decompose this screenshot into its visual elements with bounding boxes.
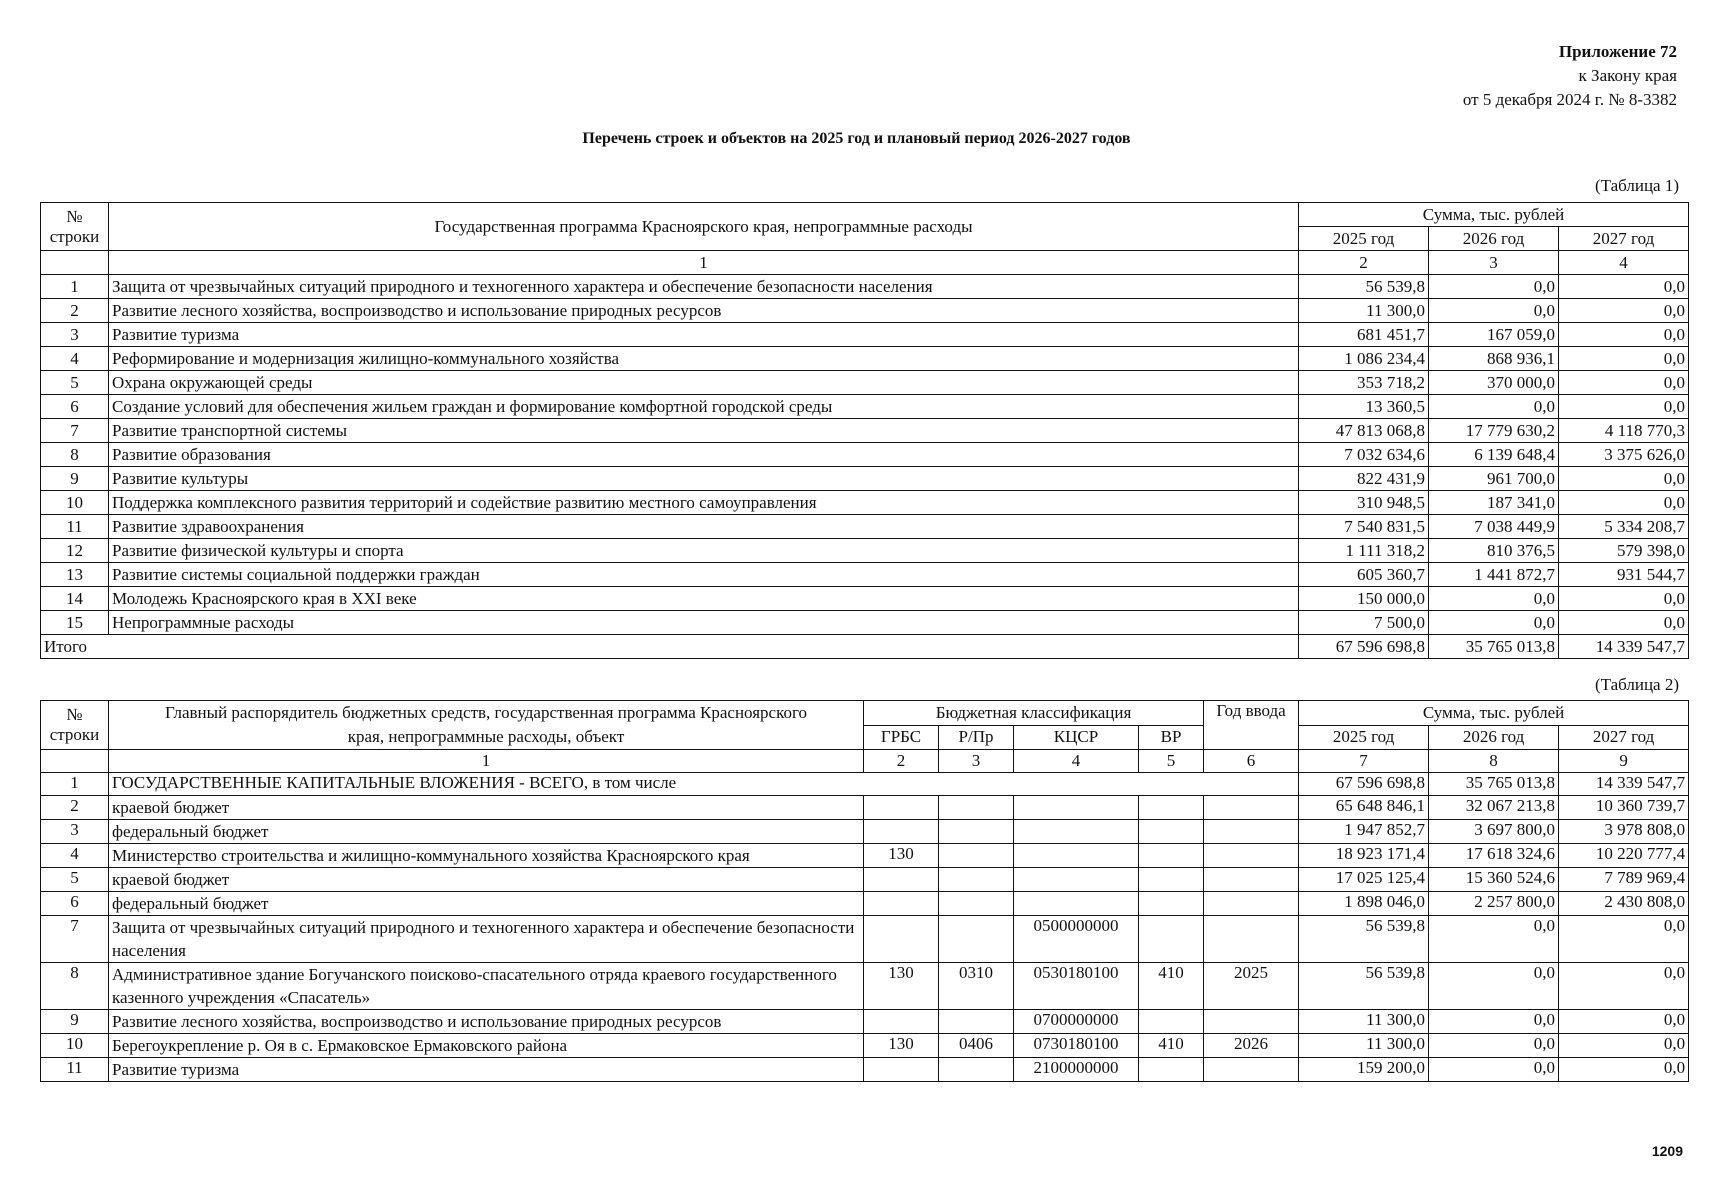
t2-grbs: [864, 1058, 939, 1082]
t1-row-number: 10: [41, 491, 109, 515]
t1-value-2026: 167 059,0: [1429, 323, 1559, 347]
t2-rpr: [939, 820, 1014, 844]
t2-year-in: [1204, 892, 1299, 916]
t2-grbs: [864, 820, 939, 844]
table-1: [40, 202, 1689, 659]
t2-kcsr: 0530180100: [1014, 963, 1139, 1010]
t1-value-2025: 353 718,2: [1299, 371, 1429, 395]
t1-value-2026: 6 139 648,4: [1429, 443, 1559, 467]
t2-grbs: 130: [864, 1034, 939, 1058]
t2-value-2025: 56 539,8: [1299, 963, 1429, 1010]
t2-value-2027: 7 789 969,4: [1559, 868, 1689, 892]
t2-year-in: 2025: [1204, 963, 1299, 1010]
t1-value-2025: 47 813 068,8: [1299, 419, 1429, 443]
t2-colnum: 6: [1204, 750, 1299, 773]
t2-value-2027: 10 220 777,4: [1559, 844, 1689, 868]
t2-year-in: [1204, 1058, 1299, 1082]
t1-value-2027: 0,0: [1559, 491, 1689, 515]
t2-vr: [1139, 1010, 1204, 1034]
table-row: [41, 892, 1689, 916]
t1-row-number: 5: [41, 371, 109, 395]
t1-value-2027: 0,0: [1559, 275, 1689, 299]
t2-kcsr: [1014, 868, 1139, 892]
t1-value-2026: 868 936,1: [1429, 347, 1559, 371]
document-title: Перечень строек и объектов на 2025 год и плановый период 2026-2027 годов: [582, 130, 1131, 147]
t2-value-2026: 0,0: [1429, 916, 1559, 963]
t1-row-number: 13: [41, 563, 109, 587]
t1-total-2025: 67 596 698,8: [1299, 635, 1429, 659]
table-row: [41, 773, 1689, 796]
t1-row-number: 6: [41, 395, 109, 419]
t2-value-2027: 0,0: [1559, 963, 1689, 1010]
t2-object-name: краевой бюджет: [109, 796, 864, 820]
table-row: [41, 563, 1689, 587]
t1-value-2026: 0,0: [1429, 611, 1559, 635]
t1-value-2027: 579 398,0: [1559, 539, 1689, 563]
table-row: [41, 587, 1689, 611]
table-row: [41, 1034, 1689, 1058]
t2-row-number: 7: [41, 916, 109, 963]
t2-row-number: 11: [41, 1058, 109, 1082]
t2-value-2025: 1 898 046,0: [1299, 892, 1429, 916]
t2-year-in: [1204, 820, 1299, 844]
t1-program-name: Развитие транспортной системы: [109, 419, 1299, 443]
t1-program-name: Молодежь Красноярского края в XXI веке: [109, 587, 1299, 611]
t1-row-number: 14: [41, 587, 109, 611]
t2-header-sum: Сумма, тыс. рублей: [1299, 701, 1689, 726]
t1-row-number: 2: [41, 299, 109, 323]
t1-value-2026: 1 441 872,7: [1429, 563, 1559, 587]
t2-object-name: Защита от чрезвычайных ситуаций природного и техногенного характера и обеспечение безопасности населения: [109, 916, 864, 963]
t2-colnum: 7: [1299, 750, 1429, 773]
t2-value-2026: 0,0: [1429, 1010, 1559, 1034]
t1-header-sum: Сумма, тыс. рублей: [1299, 203, 1689, 227]
t1-value-2025: 56 539,8: [1299, 275, 1429, 299]
t1-colnum: 2: [1299, 251, 1429, 275]
table-row: [41, 1010, 1689, 1034]
t2-row-number: 5: [41, 868, 109, 892]
t2-vr: 410: [1139, 1034, 1204, 1058]
t2-rpr: [939, 892, 1014, 916]
t2-value-2025: 17 025 125,4: [1299, 868, 1429, 892]
t1-colnum: 3: [1429, 251, 1559, 275]
t2-year-in: [1204, 796, 1299, 820]
t2-value-2025: 67 596 698,8: [1299, 773, 1429, 796]
t2-object-name: Развитие лесного хозяйства, воспроизводство и использование природных ресурсов: [109, 1010, 864, 1034]
t1-value-2026: 187 341,0: [1429, 491, 1559, 515]
t2-value-2025: 11 300,0: [1299, 1010, 1429, 1034]
t1-value-2027: 0,0: [1559, 587, 1689, 611]
t2-year-in: [1204, 844, 1299, 868]
t1-value-2025: 13 360,5: [1299, 395, 1429, 419]
t2-vr: [1139, 1058, 1204, 1082]
page-number: 1209: [1651, 1143, 1683, 1159]
t2-colnum: 3: [939, 750, 1014, 773]
t1-total-2026: 35 765 013,8: [1429, 635, 1559, 659]
t2-value-2026: 2 257 800,0: [1429, 892, 1559, 916]
t2-grbs: 130: [864, 844, 939, 868]
t2-rpr: 0310: [939, 963, 1014, 1010]
t2-row-number: 9: [41, 1010, 109, 1034]
t1-row-number: 15: [41, 611, 109, 635]
table-row: [41, 443, 1689, 467]
t1-program-name: Развитие системы социальной поддержки граждан: [109, 563, 1299, 587]
t2-rpr: [939, 1058, 1014, 1082]
t1-total-row: [41, 635, 1689, 659]
t2-header-2027: 2027 год: [1559, 725, 1689, 750]
t2-row-number: 1: [41, 773, 109, 796]
t2-row-number: 10: [41, 1034, 109, 1058]
t1-value-2026: 0,0: [1429, 299, 1559, 323]
t2-value-2026: 0,0: [1429, 1058, 1559, 1082]
t1-value-2027: 3 375 626,0: [1559, 443, 1689, 467]
t1-value-2025: 7 032 634,6: [1299, 443, 1429, 467]
t2-rpr: [939, 868, 1014, 892]
t2-header-2025: 2025 год: [1299, 725, 1429, 750]
t1-row-number: 4: [41, 347, 109, 371]
t1-value-2027: 5 334 208,7: [1559, 515, 1689, 539]
t1-value-2026: 810 376,5: [1429, 539, 1559, 563]
t2-header-rpr: Р/Пр: [939, 725, 1014, 750]
t2-year-in: [1204, 1010, 1299, 1034]
table-row: [41, 796, 1689, 820]
t1-header-2027: 2027 год: [1559, 227, 1689, 251]
t2-rpr: 0406: [939, 1034, 1014, 1058]
t2-colnum: 2: [864, 750, 939, 773]
t2-value-2027: 0,0: [1559, 1034, 1689, 1058]
t1-header-2025: 2025 год: [1299, 227, 1429, 251]
t2-colnum: 5: [1139, 750, 1204, 773]
t2-grbs: [864, 916, 939, 963]
t1-value-2026: 7 038 449,9: [1429, 515, 1559, 539]
t1-value-2026: 0,0: [1429, 275, 1559, 299]
t1-value-2027: 931 544,7: [1559, 563, 1689, 587]
t2-row-number: 4: [41, 844, 109, 868]
t1-program-name: Поддержка комплексного развития территорий и содействие развитию местного самоуправления: [109, 491, 1299, 515]
t2-vr: [1139, 796, 1204, 820]
appendix-date: от 5 декабря 2024 г. № 8-3382: [1462, 90, 1677, 109]
t2-row-number: 2: [41, 796, 109, 820]
t1-value-2026: 17 779 630,2: [1429, 419, 1559, 443]
appendix-number: Приложение 72: [1558, 42, 1677, 61]
t2-kcsr: [1014, 820, 1139, 844]
t2-vr: [1139, 868, 1204, 892]
t2-vr: [1139, 892, 1204, 916]
t1-program-name: Развитие туризма: [109, 323, 1299, 347]
t2-colnum: 9: [1559, 750, 1689, 773]
t1-value-2027: 4 118 770,3: [1559, 419, 1689, 443]
t1-header-2026: 2026 год: [1429, 227, 1559, 251]
t1-row-number: 8: [41, 443, 109, 467]
t2-vr: [1139, 916, 1204, 963]
t2-value-2026: 32 067 213,8: [1429, 796, 1559, 820]
appendix-header: [1463, 40, 1677, 112]
t2-value-2026: 0,0: [1429, 1034, 1559, 1058]
t1-value-2025: 7 500,0: [1299, 611, 1429, 635]
t1-value-2027: 0,0: [1559, 395, 1689, 419]
t2-grbs: 130: [864, 963, 939, 1010]
t2-year-in: 2026: [1204, 1034, 1299, 1058]
t1-row-number: 11: [41, 515, 109, 539]
t2-rpr: [939, 1010, 1014, 1034]
t1-header-row-number: № строки: [41, 203, 109, 251]
t1-colnum-empty: [41, 251, 109, 275]
t2-kcsr: 0700000000: [1014, 1010, 1139, 1034]
t2-vr: [1139, 820, 1204, 844]
t1-program-name: Развитие культуры: [109, 467, 1299, 491]
t2-object-name: Берегоукрепление р. Оя в с. Ермаковское Ермаковского района: [109, 1034, 864, 1058]
table-row: [41, 299, 1689, 323]
table-row: [41, 611, 1689, 635]
t2-colnum-empty: [41, 750, 109, 773]
t2-value-2025: 18 923 171,4: [1299, 844, 1429, 868]
t2-object-name: Министерство строительства и жилищно-коммунального хозяйства Красноярского края: [109, 844, 864, 868]
t1-value-2026: 0,0: [1429, 395, 1559, 419]
t2-value-2025: 159 200,0: [1299, 1058, 1429, 1082]
t2-row-number: 8: [41, 963, 109, 1010]
t2-rpr: [939, 844, 1014, 868]
t2-value-2025: 56 539,8: [1299, 916, 1429, 963]
table-row: [41, 1058, 1689, 1082]
table-row: [41, 844, 1689, 868]
table-row: [41, 491, 1689, 515]
t2-value-2027: 10 360 739,7: [1559, 796, 1689, 820]
t1-value-2026: 961 700,0: [1429, 467, 1559, 491]
t1-colnum: 1: [109, 251, 1299, 275]
table-row: [41, 539, 1689, 563]
t2-value-2027: 0,0: [1559, 1058, 1689, 1082]
table-row: [41, 323, 1689, 347]
t1-value-2027: 0,0: [1559, 467, 1689, 491]
t1-value-2025: 605 360,7: [1299, 563, 1429, 587]
t2-value-2026: 35 765 013,8: [1429, 773, 1559, 796]
t2-value-2026: 0,0: [1429, 963, 1559, 1010]
t2-vr: 410: [1139, 963, 1204, 1010]
t1-value-2027: 0,0: [1559, 299, 1689, 323]
t2-colnum: 1: [109, 750, 864, 773]
table-row: [41, 916, 1689, 963]
t1-total-2027: 14 339 547,7: [1559, 635, 1689, 659]
t1-row-number: 12: [41, 539, 109, 563]
t2-header-kcsr: КЦСР: [1014, 725, 1139, 750]
t1-program-name: Развитие образования: [109, 443, 1299, 467]
t1-value-2027: 0,0: [1559, 347, 1689, 371]
t2-object-name: федеральный бюджет: [109, 892, 864, 916]
t1-program-name: Реформирование и модернизация жилищно-коммунального хозяйства: [109, 347, 1299, 371]
appendix-law: к Закону края: [1578, 66, 1677, 85]
t2-year-in: [1204, 916, 1299, 963]
t2-object-name: Развитие туризма: [109, 1058, 864, 1082]
t2-vr: [1139, 844, 1204, 868]
t2-grbs: [864, 796, 939, 820]
table-row: [41, 371, 1689, 395]
t2-value-2026: 15 360 524,6: [1429, 868, 1559, 892]
t2-row-number: 6: [41, 892, 109, 916]
t2-grbs: [864, 1010, 939, 1034]
table1-label: (Таблица 1): [1594, 176, 1679, 195]
t1-program-name: Развитие здравоохранения: [109, 515, 1299, 539]
t1-value-2027: 0,0: [1559, 611, 1689, 635]
t2-kcsr: 0730180100: [1014, 1034, 1139, 1058]
t1-value-2026: 370 000,0: [1429, 371, 1559, 395]
table2-label: (Таблица 2): [1594, 675, 1679, 694]
t2-object-name: ГОСУДАРСТВЕННЫЕ КАПИТАЛЬНЫЕ ВЛОЖЕНИЯ - ВСЕГО, в том числе: [109, 773, 1299, 796]
t2-header-2026: 2026 год: [1429, 725, 1559, 750]
t2-header-vr: ВР: [1139, 725, 1204, 750]
t1-value-2027: 0,0: [1559, 371, 1689, 395]
t2-kcsr: [1014, 844, 1139, 868]
table-row: [41, 395, 1689, 419]
t2-header-name: Главный распорядитель бюджетных средств, государственная программа Красноярского края, непрограммные расходы, объект: [109, 701, 864, 750]
t1-value-2025: 150 000,0: [1299, 587, 1429, 611]
t2-value-2025: 11 300,0: [1299, 1034, 1429, 1058]
t2-value-2027: 0,0: [1559, 1010, 1689, 1034]
table-row: [41, 868, 1689, 892]
t2-header-year-in: Год ввода: [1204, 701, 1299, 750]
t2-kcsr: [1014, 796, 1139, 820]
t2-rpr: [939, 916, 1014, 963]
t1-program-name: Создание условий для обеспечения жильем граждан и формирование комфортной городской среды: [109, 395, 1299, 419]
t2-value-2025: 65 648 846,1: [1299, 796, 1429, 820]
t2-row-number: 3: [41, 820, 109, 844]
t1-value-2025: 1 111 318,2: [1299, 539, 1429, 563]
t2-kcsr: [1014, 892, 1139, 916]
t1-row-number: 3: [41, 323, 109, 347]
t1-value-2026: 0,0: [1429, 587, 1559, 611]
table-row: [41, 515, 1689, 539]
t1-value-2025: 822 431,9: [1299, 467, 1429, 491]
t1-program-name: Защита от чрезвычайных ситуаций природного и техногенного характера и обеспечение безопасности населения: [109, 275, 1299, 299]
t2-object-name: федеральный бюджет: [109, 820, 864, 844]
t1-header-program: Государственная программа Красноярского края, непрограммные расходы: [109, 203, 1299, 251]
table-row: [41, 275, 1689, 299]
t2-header-grbs: ГРБС: [864, 725, 939, 750]
table-row: [41, 963, 1689, 1010]
t2-value-2026: 3 697 800,0: [1429, 820, 1559, 844]
t1-row-number: 1: [41, 275, 109, 299]
t2-colnum: 4: [1014, 750, 1139, 773]
t2-object-name: краевой бюджет: [109, 868, 864, 892]
t1-row-number: 9: [41, 467, 109, 491]
t2-header-row-number: № строки: [41, 701, 109, 750]
t1-program-name: Развитие физической культуры и спорта: [109, 539, 1299, 563]
t2-rpr: [939, 796, 1014, 820]
t2-kcsr: 0500000000: [1014, 916, 1139, 963]
t2-grbs: [864, 868, 939, 892]
t2-value-2027: 3 978 808,0: [1559, 820, 1689, 844]
t1-value-2025: 681 451,7: [1299, 323, 1429, 347]
t1-value-2027: 0,0: [1559, 323, 1689, 347]
t2-value-2027: 14 339 547,7: [1559, 773, 1689, 796]
t2-value-2027: 2 430 808,0: [1559, 892, 1689, 916]
t2-value-2025: 1 947 852,7: [1299, 820, 1429, 844]
t1-total-label: Итого: [41, 635, 1299, 659]
t1-program-name: Охрана окружающей среды: [109, 371, 1299, 395]
t1-value-2025: 1 086 234,4: [1299, 347, 1429, 371]
table-2: [40, 700, 1689, 1082]
t1-colnum: 4: [1559, 251, 1689, 275]
t1-row-number: 7: [41, 419, 109, 443]
t2-year-in: [1204, 868, 1299, 892]
t2-value-2027: 0,0: [1559, 916, 1689, 963]
table-row: [41, 419, 1689, 443]
t2-header-budget-class: Бюджетная классификация: [864, 701, 1204, 726]
t2-kcsr: 2100000000: [1014, 1058, 1139, 1082]
table-row: [41, 820, 1689, 844]
t2-object-name: Административное здание Богучанского поисково-спасательного отряда краевого государственного казенного учреждения «Спасатель»: [109, 963, 864, 1010]
t1-value-2025: 11 300,0: [1299, 299, 1429, 323]
t1-value-2025: 7 540 831,5: [1299, 515, 1429, 539]
t2-value-2026: 17 618 324,6: [1429, 844, 1559, 868]
t1-value-2025: 310 948,5: [1299, 491, 1429, 515]
t2-colnum: 8: [1429, 750, 1559, 773]
table-row: [41, 467, 1689, 491]
t1-program-name: Непрограммные расходы: [109, 611, 1299, 635]
t1-program-name: Развитие лесного хозяйства, воспроизводство и использование природных ресурсов: [109, 299, 1299, 323]
t2-grbs: [864, 892, 939, 916]
table-row: [41, 347, 1689, 371]
